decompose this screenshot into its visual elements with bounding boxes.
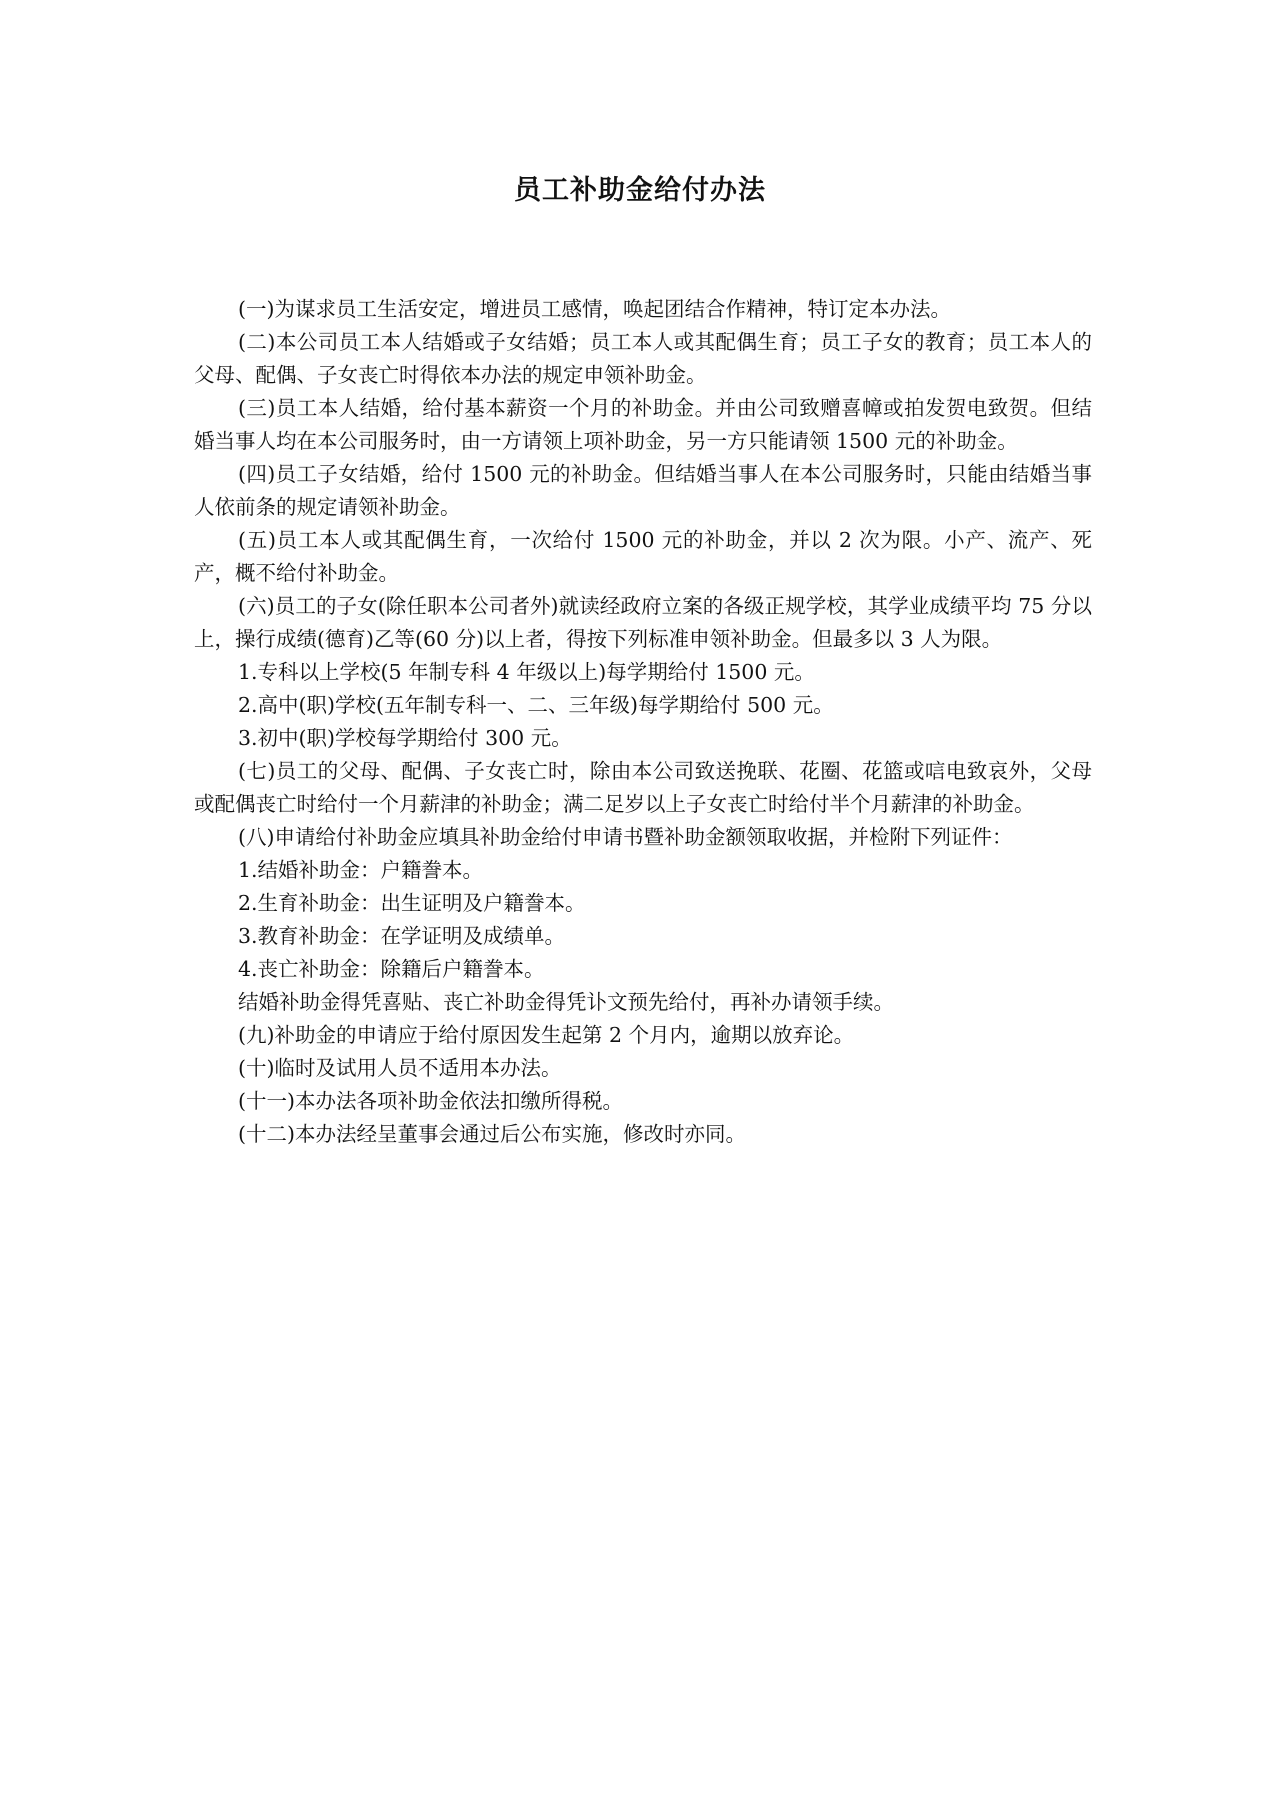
list-item-document-3: 3.教育补助金：在学证明及成绩单。 [238, 924, 566, 948]
list-item-education-3: 3.初中(职)学校每学期给付 300 元。 [238, 726, 572, 750]
paragraph-12: (十二)本办法经呈董事会通过后公布实施，修改时亦同。 [238, 1122, 746, 1146]
paragraph-9: (九)补助金的申请应于给付原因发生起第 2 个月内，逾期以放弃论。 [238, 1023, 855, 1047]
paragraph-5: (五)员工本人或其配偶生育，一次给付 1500 元的补助金，并以 2 次为限。小产、流产、死产，概不给付补助金。 [194, 528, 1092, 585]
list-item-document-4: 4.丧亡补助金：除籍后户籍誊本。 [238, 957, 545, 981]
document-body [194, 293, 1092, 1151]
paragraph-11: (十一)本办法各项补助金依法扣缴所得税。 [238, 1089, 623, 1113]
paragraph-2: (二)本公司员工本人结婚或子女结婚；员工本人或其配偶生育；员工子女的教育；员工本人的父母、配偶、子女丧亡时得依本办法的规定申领补助金。 [194, 330, 1092, 387]
paragraph-10: (十)临时及试用人员不适用本办法。 [238, 1056, 562, 1080]
paragraph-6: (六)员工的子女(除任职本公司者外)就读经政府立案的各级正规学校，其学业成绩平均 75 分以上，操行成绩(德育)乙等(60 分)以上者，得按下列标准申领补助金。但最多以 3 人为限。 [194, 594, 1092, 651]
paragraph-4: (四)员工子女结婚，给付 1500 元的补助金。但结婚当事人在本公司服务时，只能由结婚当事人依前条的规定请领补助金。 [194, 462, 1092, 519]
list-item-education-2: 2.高中(职)学校(五年制专科一、二、三年级)每学期给付 500 元。 [238, 693, 834, 717]
paragraph-8: (八)申请给付补助金应填具补助金给付申请书暨补助金额领取收据，并检附下列证件： [238, 825, 1013, 849]
list-item-education-1: 1.专科以上学校(5 年制专科 4 年级以上)每学期给付 1500 元。 [238, 660, 815, 684]
paragraph-advance-payment: 结婚补助金得凭喜贴、丧亡补助金得凭讣文预先给付，再补办请领手续。 [238, 990, 894, 1014]
paragraph-3: (三)员工本人结婚，给付基本薪资一个月的补助金。并由公司致赠喜幛或拍发贺电致贺。但结婚当事人均在本公司服务时，由一方请领上项补助金，另一方只能请领 1500 元的补助金。 [194, 396, 1092, 453]
document-title: 员工补助金给付办法 [514, 175, 766, 206]
paragraph-1: (一)为谋求员工生活安定，增进员工感情，唤起团结合作精神，特订定本办法。 [238, 297, 951, 321]
paragraph-7: (七)员工的父母、配偶、子女丧亡时，除由本公司致送挽联、花圈、花篮或唁电致哀外，父母或配偶丧亡时给付一个月薪津的补助金；满二足岁以上子女丧亡时给付半个月薪津的补助金。 [194, 759, 1092, 816]
list-item-document-2: 2.生育补助金：出生证明及户籍誊本。 [238, 891, 586, 915]
list-item-document-1: 1.结婚补助金：户籍誊本。 [238, 858, 484, 882]
